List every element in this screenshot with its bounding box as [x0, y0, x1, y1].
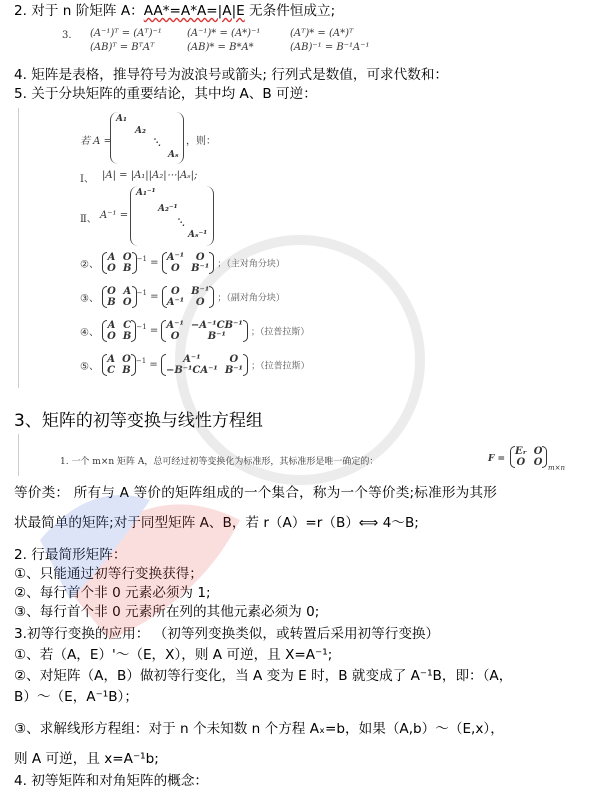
scan-transpose-formulas — [62, 28, 382, 58]
block-item-2 — [80, 252, 285, 274]
diag-as: Aₛ — [168, 150, 179, 160]
inv-a2: A₂⁻¹ — [158, 204, 178, 214]
block-item-5 — [80, 354, 310, 376]
item-ii-label: Ⅱ、 — [80, 214, 97, 225]
cell: O — [122, 252, 132, 263]
standard-form-content — [60, 446, 580, 472]
line-5: 5. 关于分块矩阵的重要结论，其中均 A、B 可逆： — [14, 86, 317, 102]
section-3-title: 3.初等行变换的应用： （初等列变换类似，或转置后采用初等行变换） — [14, 626, 440, 642]
section-2-item-2: ②、每行首个非 0 元素必须为 1; — [14, 585, 211, 601]
inverse-sup: −1 — [136, 289, 147, 298]
item-note: ；（副对角分块） — [217, 293, 285, 304]
inv-dots: ⋱ — [176, 218, 185, 228]
cell: A⁻¹ — [166, 320, 184, 331]
matrix-right — [162, 252, 215, 274]
formula-r2-c2: (AB)* = B*A* — [187, 42, 254, 53]
line-2-post: 无条件恒成立; — [244, 3, 336, 19]
section-3-item-1: ①、若（A，E）'～（E，X），则 A 可逆，且 X=A⁻¹; — [14, 647, 333, 663]
cell: O — [195, 297, 205, 308]
section-heading: 3、矩阵的初等变换与线性方程组 — [14, 411, 263, 431]
inverse-sup: −1 — [136, 323, 147, 332]
diag-a2: A₂ — [135, 126, 146, 136]
equals-sign: = — [149, 359, 158, 371]
item-i-formula: |A| = |A₁||A₂|⋯|Aₛ|; — [102, 170, 198, 181]
equals-sign: = — [149, 325, 159, 337]
standard-form-F: F = — [488, 454, 506, 464]
cell: Eᵣ — [515, 446, 527, 457]
item-i-label: Ⅰ、 — [80, 174, 94, 185]
standard-form-sub: m×n — [548, 464, 566, 472]
formula-r1-c3: (Aᵀ)* = (A*)ᵀ — [290, 28, 354, 39]
inverse-sup: −1 — [135, 357, 147, 366]
item-note: ；（拉普拉斯） — [251, 361, 310, 372]
cell: C — [123, 320, 132, 331]
cell: −B⁻¹CA⁻¹ — [165, 365, 218, 376]
cell: O — [170, 331, 180, 342]
line-2-formula: AA*=A*A=|A|E — [143, 3, 245, 19]
cell: O — [107, 286, 116, 297]
block-item-4 — [80, 320, 309, 342]
cell: B⁻¹ — [207, 331, 226, 342]
cell: O — [171, 286, 180, 297]
cell: O — [195, 252, 205, 263]
item-label: ②、 — [80, 259, 99, 271]
equals-sign: = — [150, 257, 159, 269]
inverse-sup: −1 — [136, 255, 147, 264]
cell: O — [107, 331, 116, 342]
diag-a1: A₁ — [116, 114, 127, 124]
section-2-item-3: ③、每行首个非 0 元素所在列的其他元素必须为 0; — [14, 604, 320, 620]
item-ii-lhs: A⁻¹ = — [100, 210, 129, 221]
cell: B — [122, 365, 131, 376]
equiv-line-1: 等价类： 所有与 A 等价的矩阵组成的一个集合，称为一个等价类;标准形为其形 — [14, 485, 498, 501]
cell: A⁻¹ — [166, 252, 185, 263]
formula-r1-c2: (A⁻¹)* = (A*)⁻¹ — [187, 28, 261, 39]
cell: O — [229, 354, 239, 365]
matrix-left — [102, 286, 136, 308]
matrix-left — [102, 354, 136, 376]
cell: −A⁻¹CB⁻¹ — [190, 320, 243, 331]
item-label: ③、 — [80, 293, 99, 305]
matrix-right — [162, 286, 215, 308]
equiv-line-2: 状最简单的矩阵;对于同型矩阵 A、B，若 r（A）=r（B）⟺ 4～B; — [14, 515, 419, 531]
inv-as: Aₛ⁻¹ — [188, 230, 208, 240]
cell: A — [107, 320, 116, 331]
section-3-item-2a: ②、对矩阵（A，B）做初等行变化，当 A 变为 E 时，B 就变成了 A⁻¹B，即：（A， — [14, 668, 513, 684]
standard-form-text: 1. 一个 m×n 矩阵 A，总可经过初等变换化为标准形，其标准形是唯一确定的： — [60, 457, 379, 467]
inv-a1: A₁⁻¹ — [136, 188, 156, 198]
block-item-3 — [80, 286, 285, 308]
line-4: 4. 矩阵是表格，推导符号为波浪号或箭头; 行列式是数值，可求代数和： — [14, 67, 449, 83]
section-2-item-1: ①、只能通过初等行变换获得； — [14, 566, 203, 582]
cell: A — [107, 252, 116, 263]
section-4-title: 4. 初等矩阵和对角矩阵的概念： — [14, 773, 209, 789]
cell: O — [516, 457, 526, 468]
cell: A — [107, 354, 116, 365]
cell: C — [107, 365, 116, 376]
section-3-item-2b: B）～（E，A⁻¹B）； — [14, 689, 138, 705]
ruo-label: 若 A = — [80, 136, 112, 147]
diag-dots: ⋱ — [152, 138, 161, 148]
cell: O — [171, 263, 180, 274]
section-2-title: 2. 行最简形矩阵： — [14, 547, 127, 563]
cell: A⁻¹ — [166, 297, 185, 308]
matrix-right — [161, 320, 247, 342]
line-2-pre: 2. 对于 n 阶矩阵 A： — [14, 3, 144, 19]
standard-form-matrix — [510, 446, 547, 468]
cell: B⁻¹ — [191, 263, 210, 274]
cell: B — [107, 297, 116, 308]
formula-r2-c1: (AB)ᵀ = BᵀAᵀ — [90, 42, 155, 53]
line-2 — [14, 2, 335, 20]
cell: O — [107, 263, 116, 274]
cell: B⁻¹ — [191, 286, 210, 297]
cell: B — [123, 263, 132, 274]
formula-number: 3. — [62, 30, 72, 41]
section-3-item-3b: 则 A 可逆，且 x=A⁻¹b; — [14, 751, 159, 767]
item-label: ⑤、 — [80, 361, 99, 373]
cell: O — [122, 297, 132, 308]
ze-label: ，则： — [186, 136, 216, 147]
item-label: ④、 — [80, 327, 99, 339]
cell: B⁻¹ — [224, 365, 243, 376]
formula-r1-c1: (A⁻¹)ᵀ = (Aᵀ)⁻¹ — [90, 28, 162, 39]
section-3-item-3a: ③、求解线形方程组：对于 n 个未知数 n 个方程 Aₓ=b，如果（A,b）～（E,x）， — [14, 721, 504, 737]
formula-r2-c3: (AB)⁻¹ = B⁻¹A⁻¹ — [290, 42, 370, 53]
cell: A — [123, 286, 132, 297]
cell: O — [533, 446, 543, 457]
cell: B — [122, 331, 132, 342]
cell: A⁻¹ — [183, 354, 201, 365]
matrix-right — [161, 354, 248, 376]
cell: O — [122, 354, 131, 365]
equals-sign: = — [150, 291, 159, 303]
item-note: ；（主对角分块） — [217, 259, 285, 270]
matrix-left — [102, 252, 136, 274]
matrix-left — [102, 320, 136, 342]
cell: O — [533, 457, 543, 468]
block-matrix-content — [80, 112, 480, 387]
item-note: ；（拉普拉斯） — [250, 327, 310, 338]
